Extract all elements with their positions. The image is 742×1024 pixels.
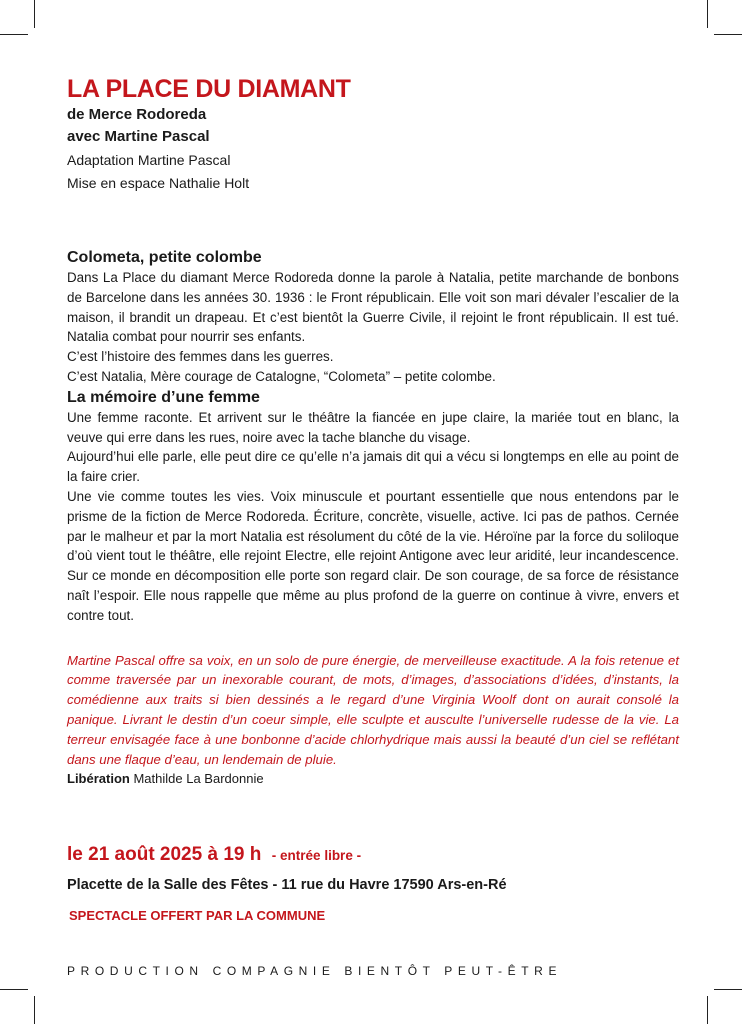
crop-mark bbox=[0, 34, 28, 35]
event-date: le 21 août 2025 à 19 h bbox=[67, 844, 262, 866]
section-heading-memoire: La mémoire d’une femme bbox=[67, 388, 260, 406]
entry-info: - entrée libre - bbox=[271, 848, 362, 864]
quote-author: Mathilde La Bardonnie bbox=[133, 771, 264, 787]
quote-publication: Libération bbox=[67, 771, 130, 787]
adaptation-credit: Adaptation Martine Pascal bbox=[67, 152, 231, 168]
crop-mark bbox=[34, 996, 35, 1024]
section2-paragraph: Une femme raconte. Et arrivent sur le théâtre la fiancée en jupe claire, la mariée tout en blanc, la veuve qui erre dans les rues, noire avec la tache blanche du visage. bbox=[67, 409, 679, 445]
section1-paragraph: Dans La Place du diamant Merce Rodoreda donne la parole à Natalia, petite marchande de bonbons de Barcelone dans les années 30. 1936 : le Front républicain. Elle voit son mari dévaler l’escalier de la maison, il brandit un drapeau. Et c’est bientôt la Guerre Civile, il rejoint le front républicain. Il est tué. Natalia combat pour nourrir ses enfants. bbox=[67, 270, 679, 345]
author-line: de Merce Rodoreda bbox=[67, 106, 207, 123]
page-title: LA PLACE DU DIAMANT bbox=[67, 75, 351, 103]
crop-mark bbox=[0, 989, 28, 990]
event-venue: Placette de la Salle des Fêtes - 11 rue du Havre 17590 Ars-en-Ré bbox=[67, 877, 507, 894]
crop-mark bbox=[707, 0, 708, 28]
crop-mark bbox=[34, 0, 35, 28]
crop-mark bbox=[714, 989, 742, 990]
press-quote: Martine Pascal offre sa voix, en un solo de pure énergie, de merveilleuse exactitude. A la fois retenue et comme traversée par un inexorable courant, de mots, d’images, d’associations d’idées, d’instants, la comédienne aux traits si bien dessinés a le regard d’une Virginia Woolf dont on aurait consolé la panique. Livrant le destin d’un coeur simple, elle sculpte et ausculte l’universelle rudesse de la vie. La terreur envisagée face à une bonbonne d’acide chlorhydrique mais aussi la beauté d’un ciel se reflétant dans une flaque d’eau, un lendemain de pluie. bbox=[67, 652, 679, 767]
staging-credit: Mise en espace Nathalie Holt bbox=[67, 175, 250, 191]
section2-paragraph: Aujourd’hui elle parle, elle peut dire ce qu’elle n’a jamais dit qui a vécu si longtemps en elle au point de la faire crier. bbox=[67, 449, 679, 485]
section1-paragraph: C’est l’histoire des femmes dans les guerres. bbox=[67, 349, 334, 365]
performer-line: avec Martine Pascal bbox=[67, 128, 210, 145]
section2-paragraph: Une vie comme toutes les vies. Voix minuscule et pourtant essentielle que nous entendons par le prisme de la fiction de Merce Rodoreda. Écriture, concrète, visuelle, active. Ici pas de pathos. Cernée par le malheur et par la mort Natalia est résolument du côté de la vie. Héroïne par la force du soliloque d’où vient tout le théâtre, elle rejoint Electre, elle rejoint Antigone avec leur aridité, leur incandescence. Sur ce monde en décomposition elle porte son regard clair. De son courage, de sa force de résistance naît l’espoir. Elle nous rappelle que même au plus profond de la guerre on continue à vivre, envers et contre tout. bbox=[67, 488, 679, 623]
production-credit: PRODUCTION COMPAGNIE BIENTÔT PEUT-ÊTRE bbox=[67, 964, 563, 979]
crop-mark bbox=[714, 34, 742, 35]
section-heading-colometa: Colometa, petite colombe bbox=[67, 249, 262, 266]
offered-notice: SPECTACLE OFFERT PAR LA COMMUNE bbox=[69, 908, 326, 924]
quote-source bbox=[67, 769, 679, 789]
flyer-content bbox=[67, 74, 679, 980]
section1-paragraph: C’est Natalia, Mère courage de Catalogne, “Colometa” – petite colombe. bbox=[67, 368, 496, 384]
event-date-line bbox=[67, 841, 679, 870]
crop-mark bbox=[707, 996, 708, 1024]
